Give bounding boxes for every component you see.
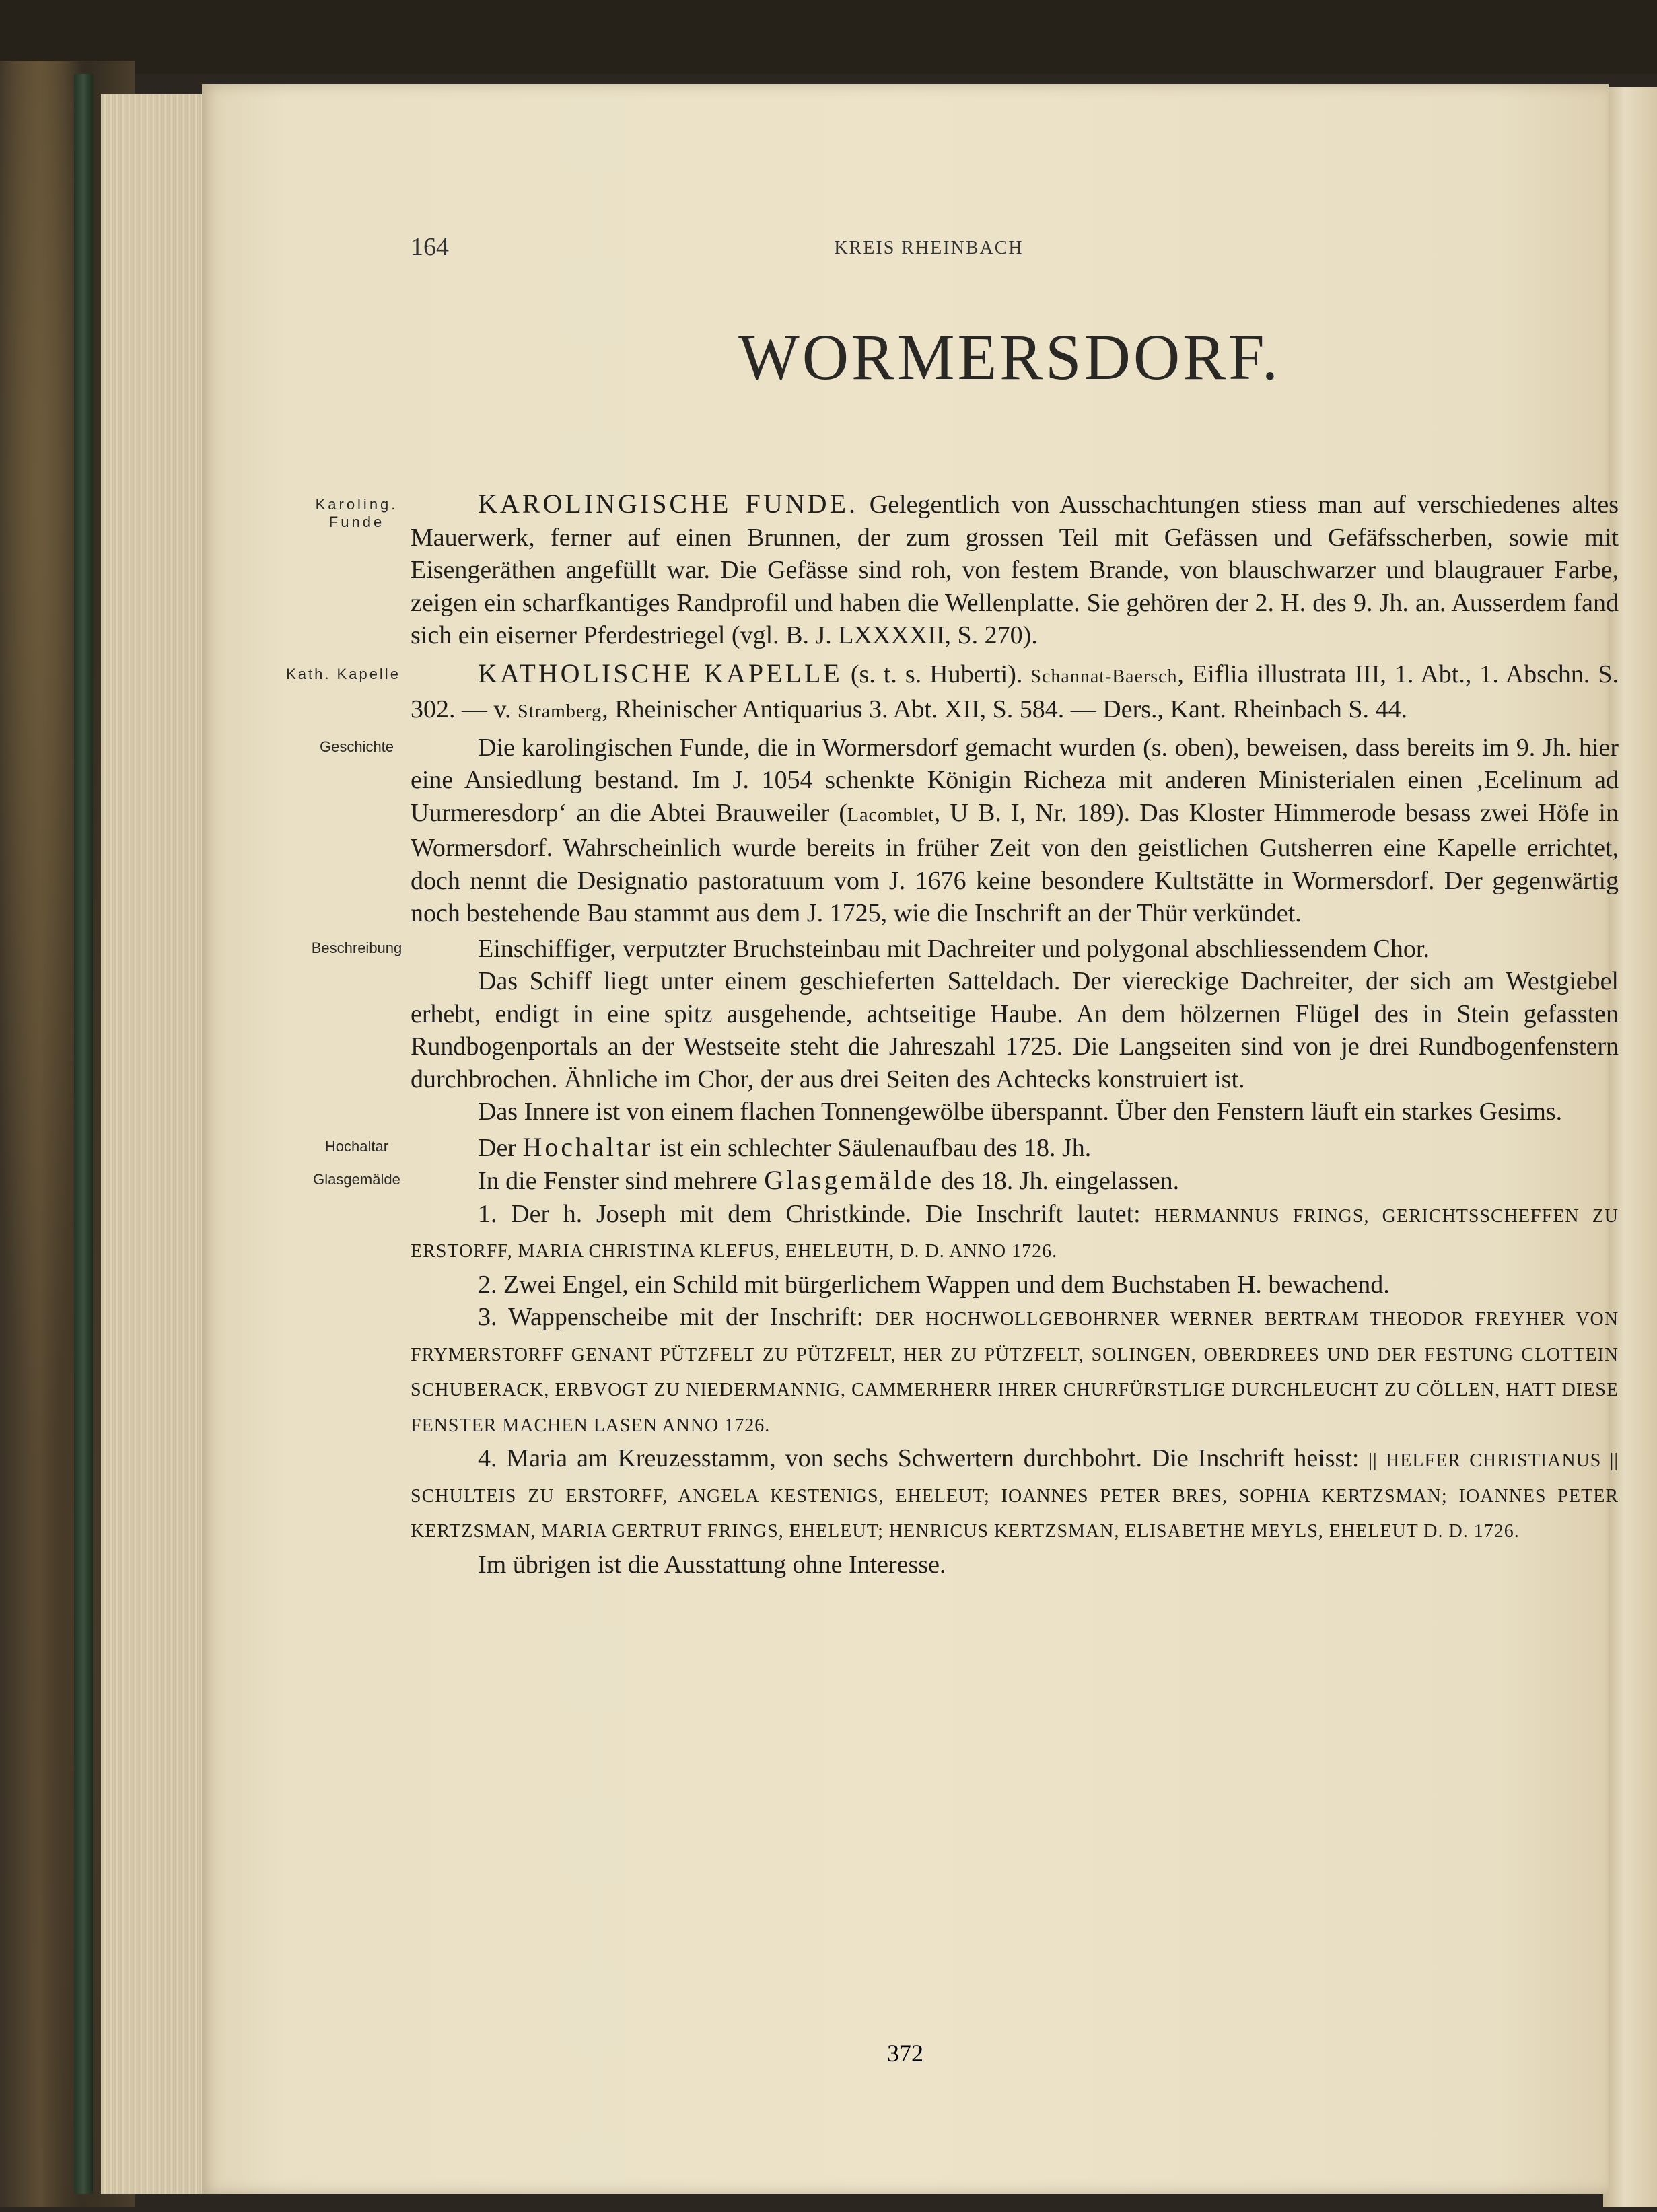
paragraph-glasgemaelde: Glasgemälde In die Fenster sind mehrere Glasgemälde des 18. Jh. eingelassen. — [411, 1164, 1619, 1198]
paragraph-glasgemaelde-3: 3. Wappenscheibe mit der Inschrift: DER HOCHWOLLGEBOHRNER WERNER BERTRAM THEODOR FREYHER VON FRYMERSTORFF GENANT PÜTZFELT ZU PÜTZFELT, HER ZU PÜTZFELT, SOLINGEN, OBERDREES UND DER FESTUNG CLOTTEIN SCHUBERACK, ERBVOGT ZU NIEDERMANNIG, CAMMERHERR IHRER CHURFÜRSTLIGE DURCHLEUCHT ZU CÖLLEN, HATT DIESE FENSTER MACHEN LASEN ANNO 1726. — [411, 1303, 1619, 1436]
margin-note-karoling: Karoling. Funde — [315, 496, 398, 530]
margin-note-glasgemaelde: Glasgemälde — [313, 1171, 400, 1188]
book-page — [202, 84, 1619, 2194]
paragraph-ausstattung: Im übrigen ist die Ausstattung ohne Interesse. — [478, 1550, 946, 1579]
paragraph-katholische-kapelle: Kath. Kapelle KATHOLISCHE KAPELLE (s. t. s. Huberti). Schannat-Baersch, Eiflia illustrata III, 1. Abt., 1. Abschn. S. 302. — v. Stramberg, Rheinischer Antiquarius 3. Abt. XII, S. 584. — Ders., Kant. Rheinbach S. 44. — [411, 657, 1619, 729]
cover-spine-edge — [74, 74, 93, 2194]
body-text — [286, 488, 1619, 1581]
paragraph-innere: Das Innere ist von einem flachen Tonnengewölbe überspannt. Über den Fenstern läuft ein starkes Gesims. — [478, 1098, 1563, 1126]
paragraph-schiff: Das Schiff liegt unter einem geschieferten Satteldach. Der viereckige Dachreiter, der sich am Westgiebel erhebt, endigt in eine spitz ausgehende, achtseitige Haube. An dem hölzernen Flügel des in Stein gefassten Rundbogenportals an der Westseite steht die Jahreszahl 1725. Die Langseiten sind von je drei Rundbogenfenstern durchbrochen. Ähnliche im Chor, der aus drei Seiten des Achtecks konstruiert ist. — [411, 967, 1619, 1094]
paragraph-beschreibung: Beschreibung Einschiffiger, verputzter Bruchsteinbau mit Dachreiter und polygonal abschliessendem Chor. — [411, 933, 1619, 966]
running-title: KREIS RHEINBACH — [834, 238, 1024, 258]
paragraph-glasgemaelde-4: 4. Maria am Kreuzesstamm, von sechs Schwertern durchbohrt. Die Inschrift heisst: || HELFER CHRISTIANUS || SCHULTEIS ZU ERSTORFF, ANGELA KESTENIGS, EHELEUT; IOANNES PETER BRES, SOPHIA KERTZSMAN; IOANNES PETER KERTZSMAN, MARIA GERTRUT FRINGS, EHELEUT; HENRICUS KERTZSMAN, ELISABETHE MEYLS, EHELEUT D. D. 1726. — [411, 1444, 1619, 1542]
margin-note-beschreibung: Beschreibung — [311, 939, 402, 956]
paragraph-karolingische-funde: Karoling. Funde KAROLINGISCHE FUNDE. Gelegentlich von Ausschachtungen stiess man auf verschiedenes altes Mauerwerk, ferner auf einen Brunnen, der zum grossen Teil mit Gefässen und Gefäfsscherben, sowie mit Eisengeräthen angefüllt war. Die Gefässe sind roh, von festem Brande, von blauschwarzer und blaugrauer Farbe, zeigen ein scharfkantiges Randprofil und haben die Wellenplatte. Sie gehören der 2. H. des 9. Jh. an. Ausserdem fand sich ein eiserner Pferdestriegel (vgl. B. J. LXXXXII, S. 270). — [411, 488, 1619, 652]
paragraph-geschichte: Geschichte Die karolingischen Funde, die in Wormersdorf gemacht wurden (s. oben), beweisen, dass bereits im 9. Jh. hier eine Ansiedlung bestand. Im J. 1054 schenkte Königin Richeza mit anderen Ministerialen einen ‚Ecelinum ad Uurmeresdorp‘ an die Abtei Brauweiler (Lacomblet, U B. I, Nr. 189). Das Kloster Himmerode besass zwei Höfe in Wormersdorf. Wahrscheinlich wurde bereits in früher Zeit von den geistlichen Gutsherren eine Kapelle errichtet, doch nennt die Designatio pastoratuum vom J. 1676 keine besondere Kultstätte in Wormersdorf. Der gegenwärtig noch bestehende Bau stammt aus dem J. 1725, wie die Inschrift an der Thür verkündet. — [411, 732, 1619, 930]
margin-note-kapelle: Kath. Kapelle — [286, 665, 400, 682]
page-title: WORMERSDORF. — [738, 321, 1281, 393]
page-number: 164 — [411, 233, 449, 261]
background-top — [0, 0, 1657, 74]
paragraph-glasgemaelde-1: 1. Der h. Joseph mit dem Christkinde. Die Inschrift lautet: HERMANNUS FRINGS, GERICHTSSCHEFFEN ZU ERSTORFF, MARIA CHRISTINA KLEFUS, EHELEUTH, D. D. ANNO 1726. — [411, 1199, 1619, 1262]
signature-number: 372 — [887, 2040, 923, 2067]
paragraph-glasgemaelde-2: 2. Zwei Engel, ein Schild mit bürgerlichem Wappen und dem Buchstaben H. bewachend. — [478, 1270, 1390, 1299]
margin-note-geschichte: Geschichte — [319, 738, 394, 755]
margin-note-hochaltar: Hochaltar — [324, 1137, 389, 1155]
page-edges-left — [101, 94, 209, 2194]
paragraph-hochaltar: Hochaltar Der Hochaltar ist ein schlechter Säulenaufbau des 18. Jh. — [411, 1131, 1619, 1165]
